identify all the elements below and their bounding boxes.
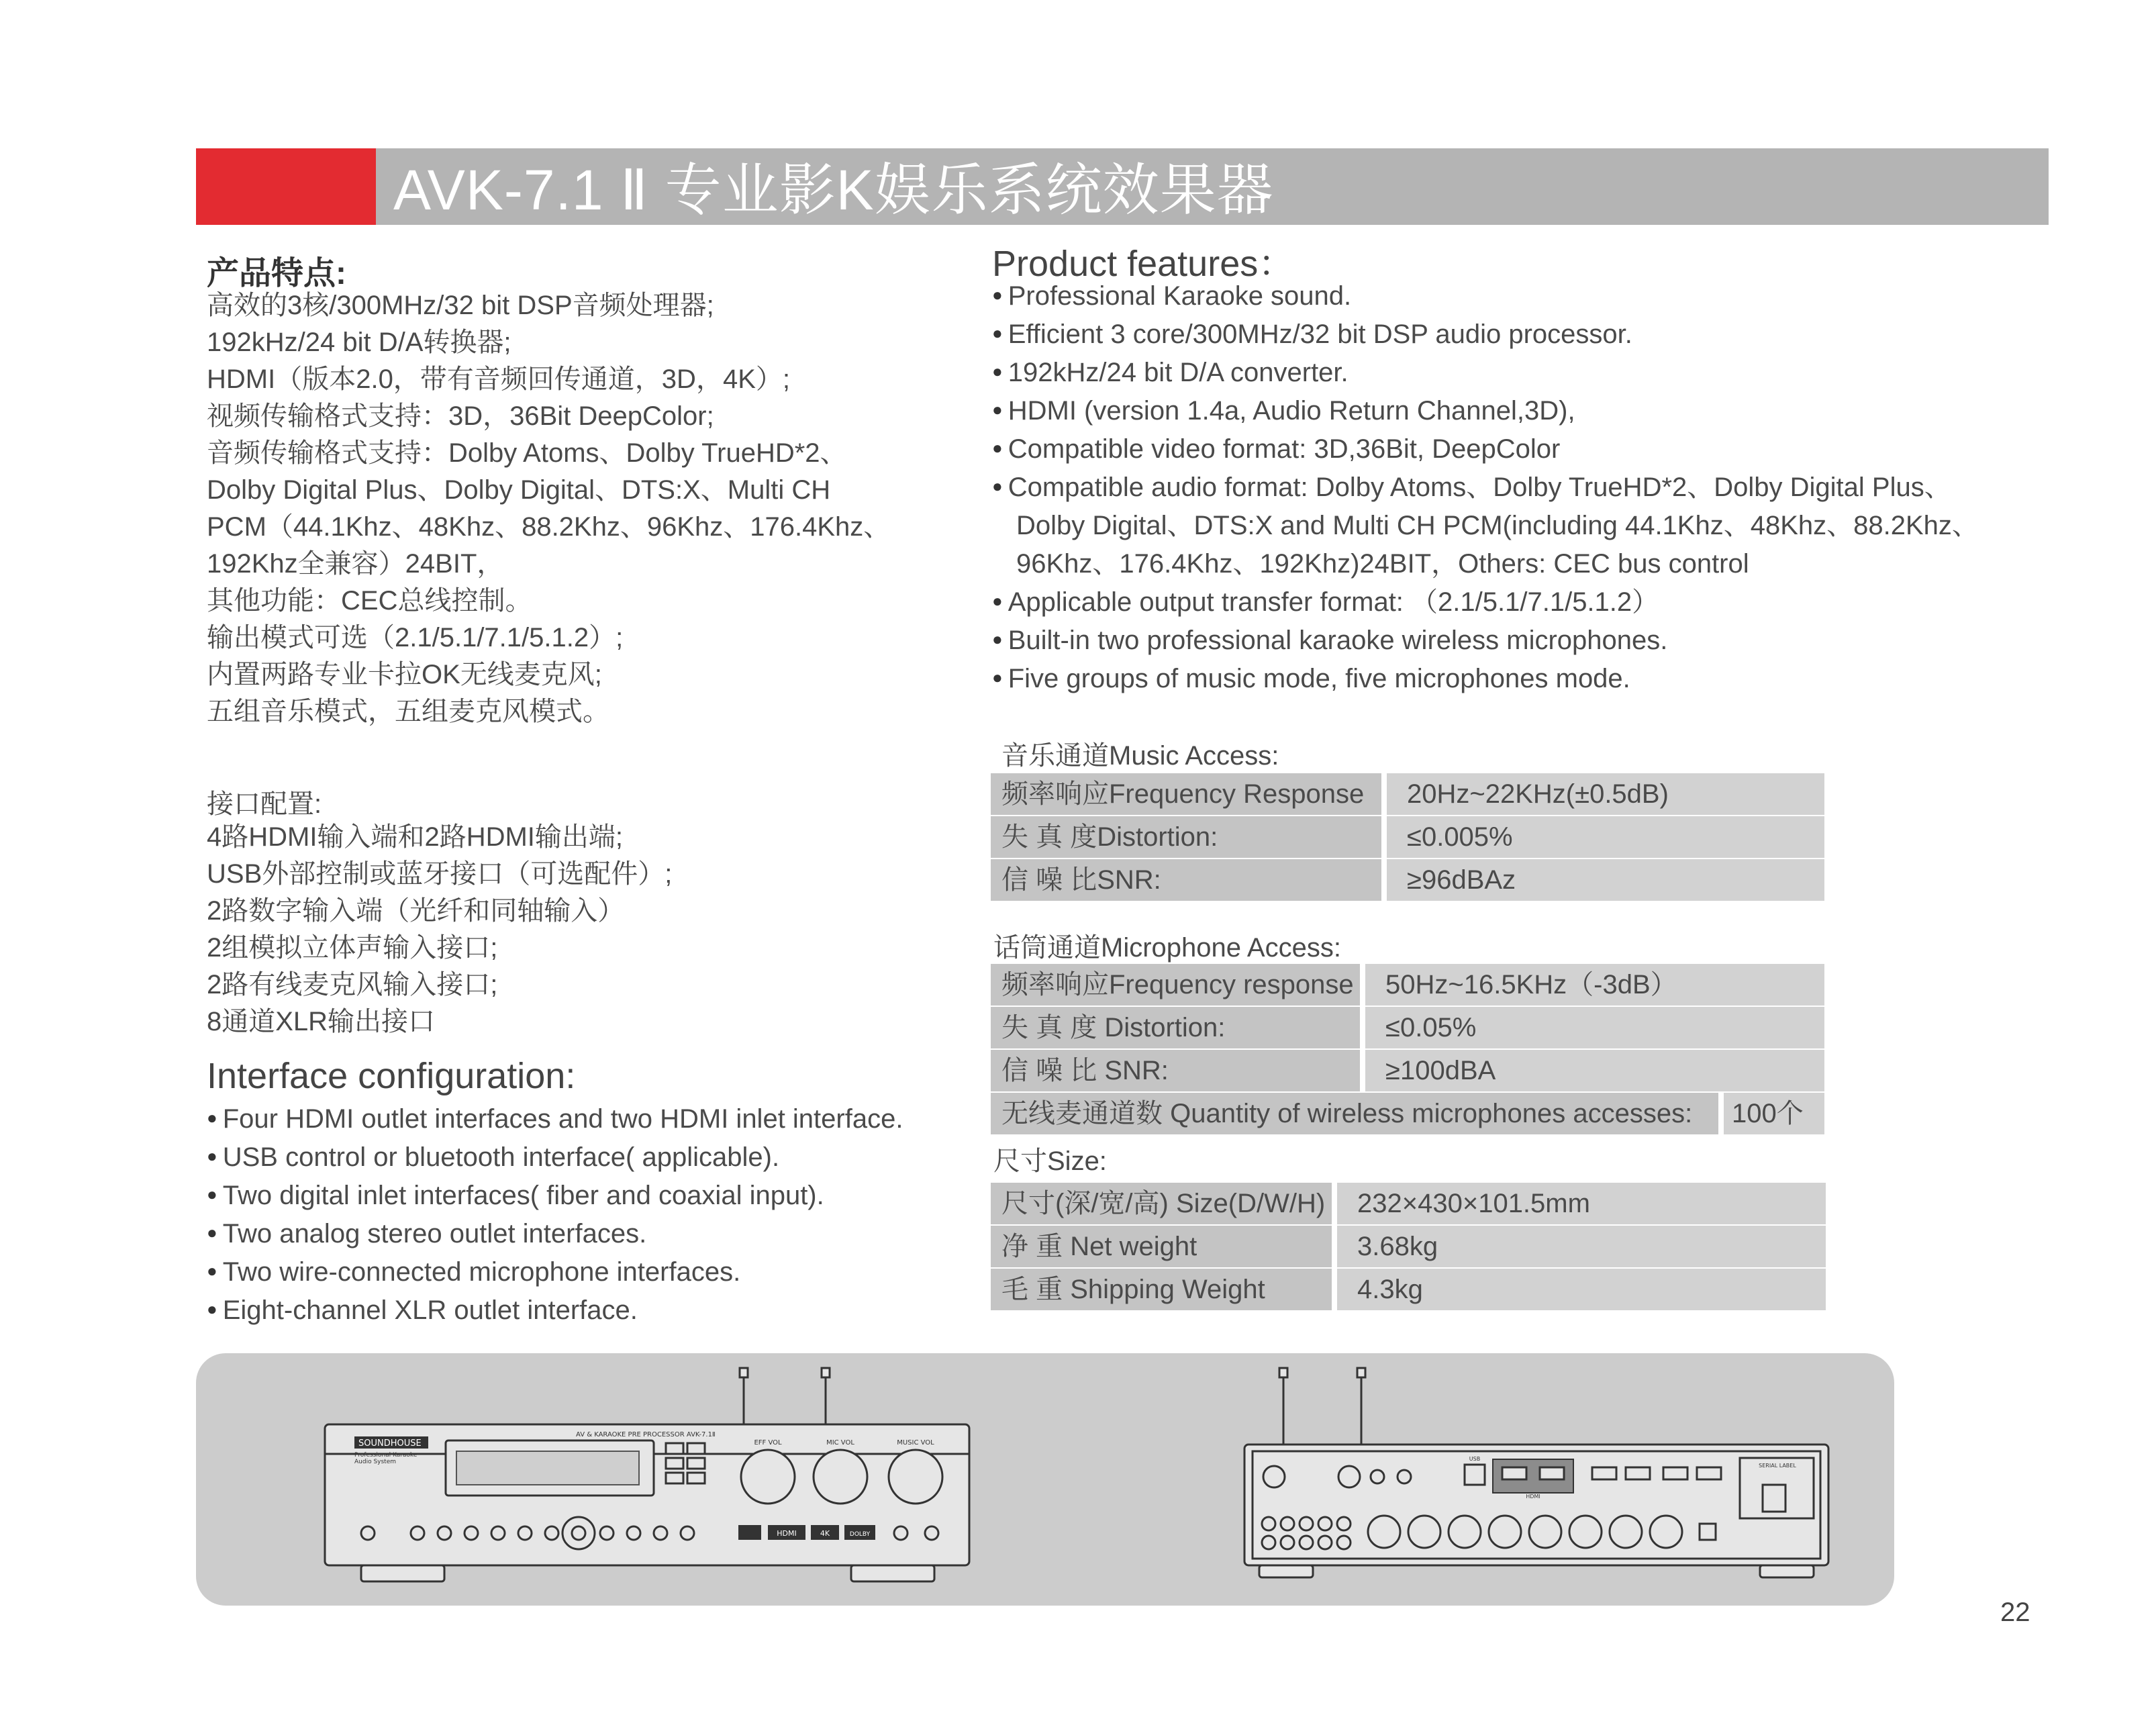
en-interface-title: Interface configuration: (207, 1056, 576, 1096)
list-item: ● Two analog stereo outlet interfaces. (207, 1214, 903, 1253)
spec-value: 4.3kg (1337, 1269, 1826, 1310)
list-item: 2组模拟立体声输入接口; (207, 933, 498, 963)
list-item: 输出模式可选（2.1/5.1/7.1/5.1.2）; (207, 623, 624, 652)
page-number: 22 (2000, 1598, 2030, 1627)
list-item: 高效的3核/300MHz/32 bit DSP音频处理器; (207, 291, 714, 320)
svg-text:SERIAL LABEL: SERIAL LABEL (1759, 1463, 1796, 1469)
xlr-output-icon (1368, 1516, 1400, 1548)
brand-subtitle-2: Audio System (354, 1459, 397, 1465)
brand-subtitle-1: Professional Karaoke (354, 1452, 418, 1459)
knob-label: MIC VOL (826, 1439, 854, 1447)
list-item: ● Four HDMI outlet interfaces and two HDMI inlet interface. (207, 1099, 903, 1138)
product-image-panel (196, 1353, 1894, 1606)
power-socket-icon (1763, 1485, 1785, 1512)
list-item: Dolby Digital Plus、Dolby Digital、DTS:X、Multi CH (207, 475, 831, 505)
header-accent-block (196, 148, 376, 225)
rear-panel-drawing (1244, 1368, 1828, 1577)
list-item: 内置两路专业卡拉OK无线麦克风; (207, 660, 602, 689)
spec-value: ≥96dBAz (1387, 859, 1824, 901)
list-item: 8通道XLR输出接口 (207, 1007, 436, 1036)
knob-label: MUSIC VOL (897, 1439, 934, 1447)
list-item: ● Professional Karaoke sound. (992, 277, 1979, 315)
list-item: 2路有线麦克风输入接口; (207, 970, 498, 999)
en-interface-list (207, 1099, 903, 1329)
list-item: ● Compatible audio format: Dolby Atoms、Dolby TrueHD*2、Dolby Digital Plus、 (992, 468, 1979, 506)
svg-text:HDMI: HDMI (777, 1529, 797, 1538)
svg-text:HDMI: HDMI (1526, 1494, 1540, 1500)
device-illustration (196, 1353, 1894, 1606)
list-item: 96Khz、176.4Khz、192Khz)24BIT，Others: CEC bus control (1016, 549, 1749, 579)
spec-value: 100个 (1724, 1093, 1824, 1134)
spec-label: 信 噪 比 SNR: (991, 1050, 1360, 1091)
list-item: PCM（44.1Khz、48Khz、88.2Khz、96Khz、176.4Khz、 (207, 512, 891, 542)
spec-label: 频率响应Frequency Response (991, 773, 1381, 815)
list-item: 其他功能：CEC总线控制。 (207, 586, 532, 616)
list-item: ● Applicable output transfer format: （2.1/5.1/7.1/5.1.2） (992, 583, 1979, 621)
size-title: 尺寸Size: (993, 1146, 1107, 1176)
spec-value: ≤0.005% (1387, 816, 1824, 858)
list-item: HDMI（版本2.0，带有音频回传通道，3D，4K）; (207, 364, 790, 394)
xlr-output-icon (1529, 1516, 1561, 1548)
list-item: ● HDMI (version 1.4a, Audio Return Channel,3D), (992, 391, 1979, 430)
knob-label: EFF VOL (754, 1439, 782, 1447)
page-title: AVK-7.1 Ⅱ 专业影K娱乐系统效果器 (393, 158, 1274, 222)
xlr-output-icon (1650, 1516, 1682, 1548)
list-item: ● Eight-channel XLR outlet interface. (207, 1291, 903, 1329)
list-item: 2路数字输入端（光纤和同轴输入） (207, 896, 625, 926)
xlr-output-icon (1449, 1516, 1481, 1548)
list-item: 192Khz全兼容）24BIT， (207, 549, 504, 579)
list-item: ● Compatible video format: 3D,36Bit, DeepColor (992, 430, 1979, 468)
list-item: ● Two wire-connected microphone interfaces. (207, 1253, 903, 1291)
cn-interface-title: 接口配置: (207, 789, 322, 819)
spec-label: 净 重 Net weight (991, 1226, 1332, 1267)
spec-value: 20Hz~22KHz(±0.5dB) (1387, 773, 1824, 815)
list-item: 192kHz/24 bit D/A转换器; (207, 328, 511, 357)
list-item: 五组音乐模式，五组麦克风模式。 (207, 697, 609, 726)
list-item: ● Efficient 3 core/300MHz/32 bit DSP audio processor. (992, 315, 1979, 353)
spec-value: 50Hz~16.5KHz（-3dB） (1365, 964, 1824, 1006)
cn-interface-list (207, 819, 672, 1040)
spec-value: 3.68kg (1337, 1226, 1826, 1267)
list-item: ● 192kHz/24 bit D/A converter. (992, 353, 1979, 391)
list-item: ● Two digital inlet interfaces( fiber and coaxial input). (207, 1176, 903, 1214)
spec-value: ≥100dBA (1365, 1050, 1824, 1091)
list-item: Dolby Digital、DTS:X and Multi CH PCM(including 44.1Khz、48Khz、88.2Khz、 (1016, 511, 1979, 540)
front-panel-drawing (325, 1368, 969, 1581)
spec-label: 尺寸(深/宽/高) Size(D/W/H) (991, 1183, 1332, 1224)
list-item: 视频传输格式支持：3D，36Bit DeepColor; (207, 401, 714, 431)
cn-features-title: 产品特点: (207, 256, 346, 291)
list-item: ● Built-in two professional karaoke wireless microphones. (992, 621, 1979, 659)
spec-value: 232×430×101.5mm (1337, 1183, 1826, 1224)
spec-label: 无线麦通道数 Quantity of wireless microphones accesses: (991, 1093, 1718, 1134)
svg-text:4K: 4K (820, 1529, 830, 1538)
xlr-output-icon (1408, 1516, 1440, 1548)
spec-label: 频率响应Frequency response (991, 964, 1360, 1006)
model-label: AV & KARAOKE PRE PROCESSOR AVK-7.1Ⅱ (576, 1431, 716, 1438)
svg-text:DOLBY: DOLBY (849, 1531, 871, 1538)
en-features-title: Product features： (992, 244, 1295, 284)
brand-name: SOUNDHOUSE (358, 1438, 422, 1449)
spec-label: 失 真 度 Distortion: (991, 1007, 1360, 1048)
music-access-title: 音乐通道Music Access: (1001, 741, 1279, 771)
list-item: ● Five groups of music mode, five microphones mode. (992, 659, 1979, 697)
music-vol-knob (889, 1450, 942, 1504)
cn-features-list (207, 287, 890, 730)
mic-access-title: 话筒通道Microphone Access: (993, 933, 1341, 963)
en-features-list (992, 277, 1979, 697)
spec-label: 毛 重 Shipping Weight (991, 1269, 1332, 1310)
mic-vol-knob (814, 1450, 867, 1504)
xlr-output-icon (1610, 1516, 1642, 1548)
list-item: 4路HDMI输入端和2路HDMI输出端; (207, 822, 624, 852)
list-item: 音频传输格式支持：Dolby Atoms、Dolby TrueHD*2、 (207, 438, 847, 468)
spec-label: 失 真 度Distortion: (991, 816, 1381, 858)
svg-text:USB: USB (1469, 1456, 1481, 1462)
list-item: USB外部控制或蓝牙接口（可选配件）; (207, 859, 673, 889)
spec-label: 信 噪 比SNR: (991, 859, 1381, 901)
xlr-output-icon (1489, 1516, 1521, 1548)
spec-value: ≤0.05% (1365, 1007, 1824, 1048)
xlr-output-icon (1569, 1516, 1602, 1548)
list-item: ● USB control or bluetooth interface( applicable). (207, 1138, 903, 1176)
eff-vol-knob (741, 1450, 795, 1504)
